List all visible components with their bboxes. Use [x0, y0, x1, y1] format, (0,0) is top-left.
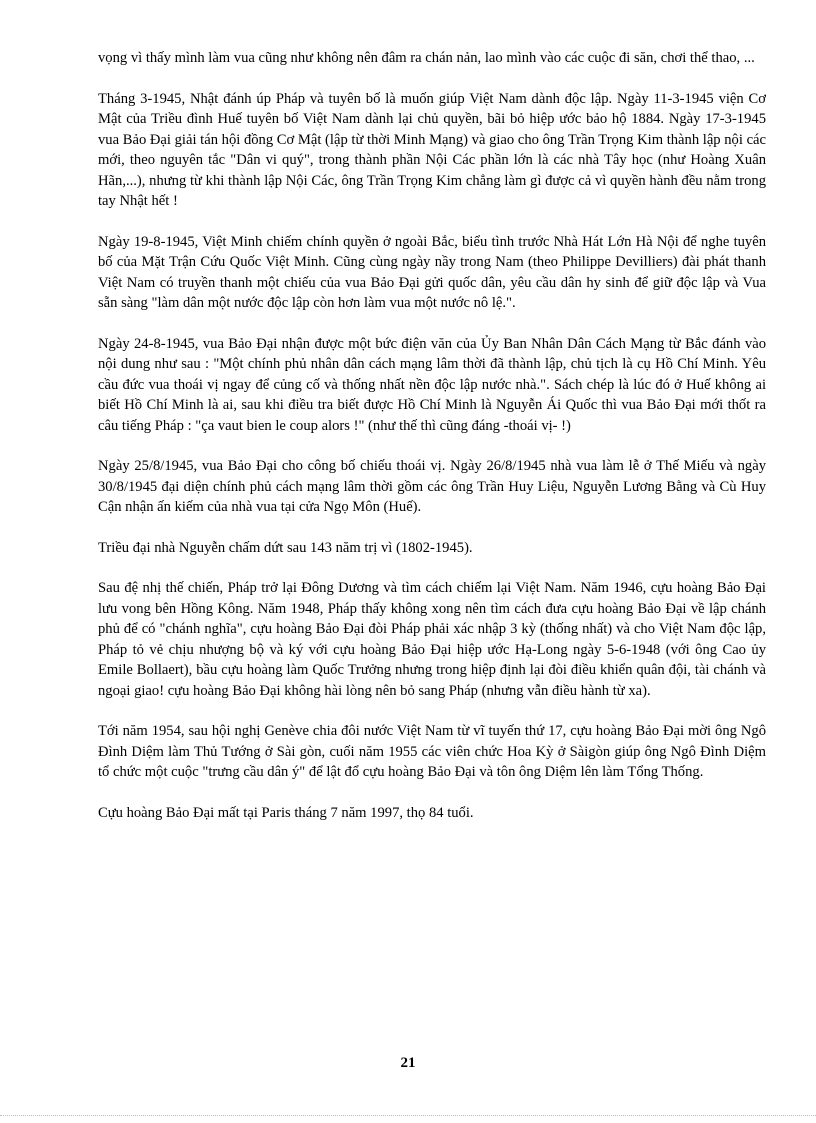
- paragraph: Cựu hoàng Bảo Đại mất tại Paris tháng 7 năm 1997, thọ 84 tuổi.: [98, 804, 474, 821]
- paragraph: Ngày 24-8-1945, vua Bảo Đại nhận được một bức điện văn của Ủy Ban Nhân Dân Cách Mạng từ Bắc đánh vào nội dung như sau : "Một chính phủ nhân dân cách mạng lâm thời đã thành lập, chủ tịch là cụ Hồ Chí Minh. Yêu cầu đức vua thoái vị ngay để củng cố và thống nhất nền độc lập nước nhà.". Sách chép là lúc đó ở Huế không ai biết Hồ Chí Minh là ai, sau khi điều tra biết được Hồ Chí Minh là Nguyễn Ái Quốc thì vua Bảo Đại mới thốt ra câu tiếng Pháp : "ça vaut bien le coup alors !" (như thế thì cũng đáng -thoái vị- !): [98, 335, 766, 434]
- page-bottom-divider: [0, 1115, 816, 1116]
- paragraph: Sau đệ nhị thế chiến, Pháp trở lại Đông Dương và tìm cách chiếm lại Việt Nam. Năm 1946, cựu hoàng Bảo Đại lưu vong bên Hồng Kông. Năm 1948, Pháp thấy không xong nên tìm cách đưa cựu hoàng Bảo Đại về lập chánh phủ để có "chánh nghĩa", cựu hoàng Bảo Đại đòi Pháp phải xác nhập 3 kỳ (thống nhất) và cho Việt Nam độc lập, Pháp tỏ vẻ chịu nhượng bộ và ký với cựu hoàng Bảo Đại hiệp ước Hạ-Long ngày 5-6-1948 (với ông Cao ủy Emile Bollaert), bầu cựu hoàng làm Quốc Trưởng nhưng trong hiệp định lại đòi điều khiển quân đội, tài chánh và ngoại giao! cựu hoàng Bảo Đại không hài lòng nên bỏ sang Pháp (nhưng vẫn điều hành từ xa).: [98, 580, 766, 699]
- body-text: [98, 48, 766, 843]
- paragraph: Tới năm 1954, sau hội nghị Genève chia đôi nước Việt Nam từ vĩ tuyến thứ 17, cựu hoàng Bảo Đại mời ông Ngô Đình Diệm làm Thủ Tướng ở Sài gòn, cuối năm 1955 các viên chức Hoa Kỳ ở Sàigòn giúp ông Ngô Đình Diệm tổ chức một cuộc "trưng cầu dân ý" để lật đổ cựu hoàng Bảo Đại và tôn ông Diệm lên làm Tổng Thống.: [98, 723, 766, 780]
- paragraph: vọng vì thấy mình làm vua cũng như không nên đâm ra chán nản, lao mình vào các cuộc đi săn, chơi thể thao, ...: [98, 50, 755, 66]
- paragraph: Triều đại nhà Nguyễn chấm dứt sau 143 năm trị vì (1802-1945).: [98, 539, 473, 556]
- paragraph: Tháng 3-1945, Nhật đánh úp Pháp và tuyên bố là muốn giúp Việt Nam dành độc lập. Ngày 11-3-1945 viện Cơ Mật của Triều đình Huế tuyên bố Việt Nam dành lại chủ quyền, bãi bỏ hiệp ước bảo hộ 1884. Ngày 17-3-1945 vua Bảo Đại giải tán hội đồng Cơ Mật (lập từ thời Minh Mạng) và giao cho ông Trần Trọng Kim thành lập nội các mới, theo nguyên tắc "Dân vi quý", trong thành phần Nội Các phần lớn là các nhà Tây học (như Hoàng Xuân Hãn,...), nhưng từ khi thành lập Nội Các, ông Trần Trọng Kim chẳng làm gì được cả vì quyền hành đều nằm trong tay Nhật hết !: [98, 90, 766, 209]
- page-number: 21: [400, 1055, 416, 1071]
- paragraph: Ngày 25/8/1945, vua Bảo Đại cho công bố chiếu thoái vị. Ngày 26/8/1945 nhà vua làm lễ ở Thế Miếu và ngày 30/8/1945 đại diện chính phủ cách mạng lâm thời gồm các ông Trần Huy Liệu, Nguyễn Lương Bằng và Cù Huy Cận nhận ấn kiếm của nhà vua tại cửa Ngọ Môn (Huế).: [98, 458, 766, 515]
- paragraph: Ngày 19-8-1945, Việt Minh chiếm chính quyền ở ngoài Bắc, biểu tình trước Nhà Hát Lớn Hà Nội để nghe tuyên bố của Mặt Trận Cứu Quốc Việt Minh. Cũng cùng ngày nầy trong Nam (theo Philippe Devilliers) đài phát thanh Việt Nam có truyền thanh một chiếu của vua Bảo Đại gửi quốc dân, yêu cầu dân hy sinh để giữ độc lập và Vua sẵn sàng "làm dân một nước độc lập còn hơn làm vua một nước nô lệ.".: [98, 233, 766, 311]
